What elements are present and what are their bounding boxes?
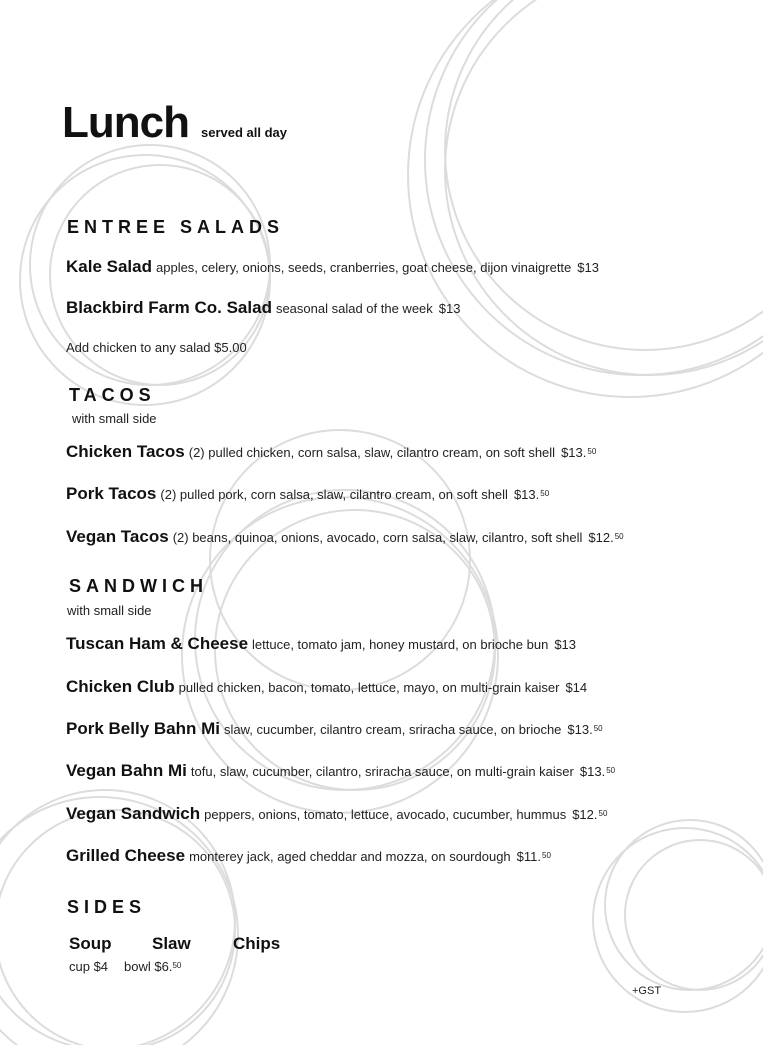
item-price: $11. [516,849,541,864]
item-desc: pulled chicken, bacon, tomato, lettuce, mayo, on multi-grain kaiser [178,680,560,695]
item-name: Vegan Sandwich [66,804,201,823]
item-desc: apples, celery, onions, seeds, cranberries, goat cheese, dijon vinaigrette [156,260,572,275]
item-price: $13 [577,260,599,275]
item-name: Blackbird Farm Co. Salad [66,298,272,317]
item-price: $13. [579,764,606,779]
item-price: $12. [588,530,614,545]
item-desc: peppers, onions, tomato, lettuce, avocado, cucumber, hummus [204,807,567,822]
item-price-cents: 50 [606,766,616,775]
item-name: Vegan Bahn Mi [66,761,187,780]
gst-note: +GST [632,985,662,997]
section-subheading-tacos: with small side [72,411,157,426]
soup-bowl-price: bowl $6. [124,959,173,974]
menu-item [66,634,576,654]
item-desc: (2) pulled pork, corn salsa, slaw, cilantro cream, on soft shell [160,487,508,502]
item-price-cents: 50 [614,532,624,541]
menu-item [66,484,549,504]
menu-item [66,298,460,318]
item-name: Tuscan Ham & Cheese [66,634,249,653]
item-desc: (2) pulled chicken, corn salsa, slaw, cilantro cream, on soft shell [188,445,556,460]
item-desc: slaw, cucumber, cilantro cream, sriracha sauce, on brioche [223,722,562,737]
item-price-cents: 50 [540,489,550,498]
item-price: $13 [438,301,461,316]
item-price: $13. [561,445,587,460]
item-name: Chicken Tacos [66,442,185,461]
menu-item [66,719,603,739]
section-heading-sandwich: SANDWICH [69,576,208,596]
soup-bowl-cents: 50 [172,961,182,970]
section-subheading-sandwich: with small side [67,603,152,618]
item-price-cents: 50 [598,809,608,818]
item-name: Pork Tacos [66,484,157,503]
item-name: Vegan Tacos [66,527,169,546]
soup-cup-price: cup $4 [69,959,109,974]
menu-item [66,846,551,866]
item-price: $13. [513,487,540,502]
title-text: Lunch [62,98,189,147]
item-price-cents: 50 [542,851,551,860]
section-heading-tacos: TACOS [69,385,156,405]
item-name: Chicken Club [66,677,175,696]
item-price: $13 [554,637,577,652]
item-price: $13. [567,722,593,737]
item-desc: tofu, slaw, cucumber, cilantro, sriracha sauce, on multi-grain kaiser [190,764,574,779]
section-heading-sides: SIDES [67,897,147,917]
menu-item [66,257,599,277]
item-price: $12. [572,807,598,822]
side-item-soup: Soup [69,934,112,953]
item-price-cents: 50 [587,447,597,456]
item-name: Pork Belly Bahn Mi [66,719,220,738]
item-desc: lettuce, tomato jam, honey mustard, on brioche bun [252,637,549,652]
soup-prices [69,959,181,974]
item-desc: (2) beans, quinoa, onions, avocado, corn salsa, slaw, cilantro, soft shell [172,530,583,545]
item-name: Grilled Cheese [66,846,186,865]
item-price: $14 [565,680,588,695]
item-desc: seasonal salad of the week [275,301,433,316]
page-title [62,98,287,148]
item-price-cents: 50 [593,724,603,733]
menu-item [66,527,624,547]
menu-item [66,677,587,697]
title-subtitle: served all day [200,125,287,140]
section-heading-salads: ENTREE SALADS [67,217,285,237]
salad-note: Add chicken to any salad $5.00 [66,340,247,355]
side-item-slaw: Slaw [152,934,191,953]
menu-item [66,442,596,462]
side-item-chips: Chips [233,934,281,953]
menu-item [66,804,607,824]
item-desc: monterey jack, aged cheddar and mozza, on sourdough [189,849,511,864]
menu-item [66,761,615,781]
item-name: Kale Salad [66,257,152,276]
